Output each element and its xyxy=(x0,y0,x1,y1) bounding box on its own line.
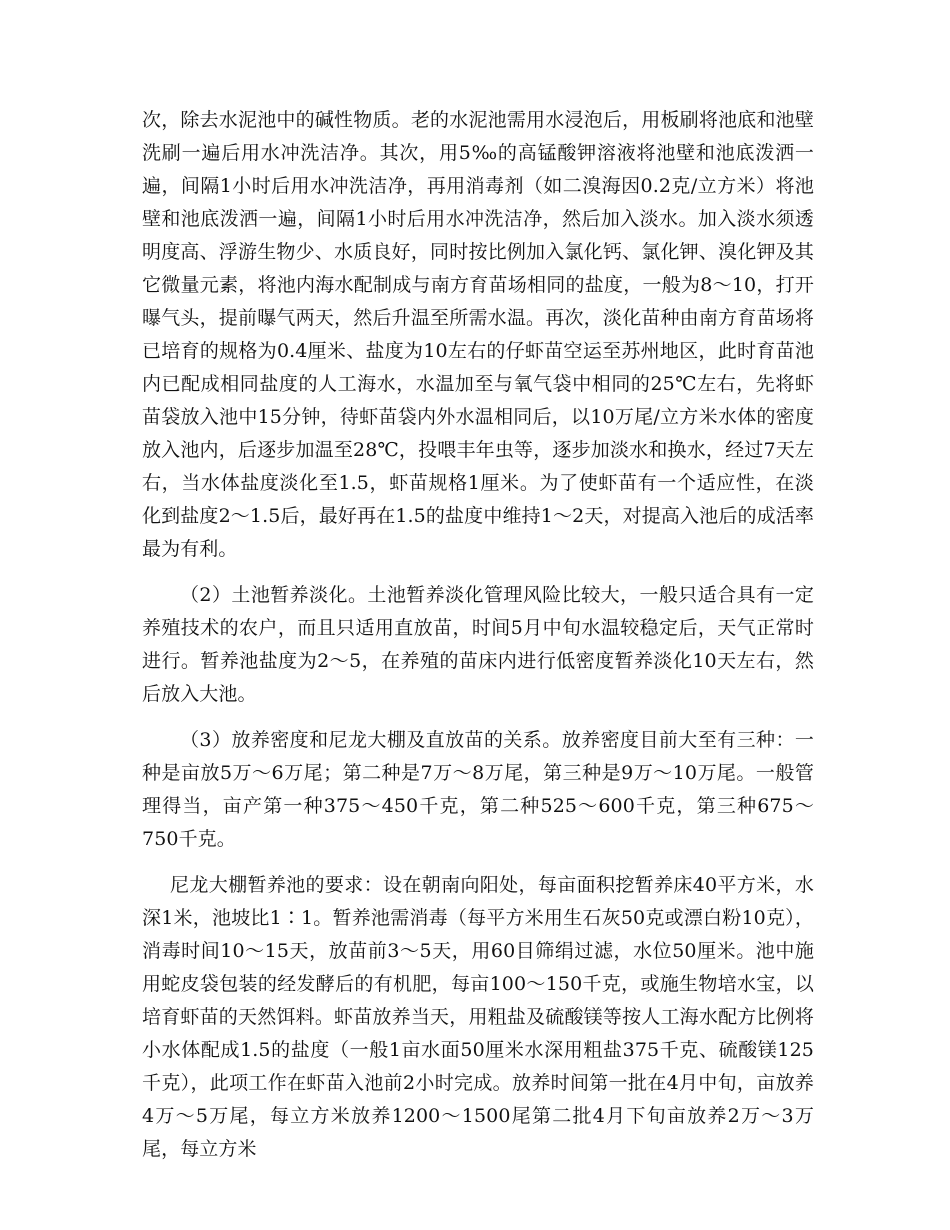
paragraph-nylon-greenhouse-pond: 尼龙大棚暂养池的要求：设在朝南向阳处，每亩面积挖暂养床40平方米，水深1米，池坡比1∶1。暂养池需消毒（每平方米用生石灰50克或漂白粉10克），消毒时间10～15天，放苗前3～5天，用60目筛绢过滤，水位50厘米。池中施用蛇皮袋包装的经发酵后的有机肥，每亩100～150千克，或施生物培水宝，以培育虾苗的天然饵料。虾苗放养当天，用粗盐及硫酸镁等按人工海水配方比例将小水体配成1.5的盐度（一般1亩水面50厘米水深用粗盐375千克、硫酸镁125千克），此项工作在虾苗入池前2小时完成。放养时间第一批在4月中旬，亩放养4万～5万尾，每立方米放养1200～1500尾第二批4月下旬亩放养2万～3万尾，每立方米 xyxy=(142,874,814,1160)
paragraph-pond-preparation: 次，除去水泥池中的碱性物质。老的水泥池需用水浸泡后，用板刷将池底和池壁洗刷一遍后用水冲洗洁净。其次，用5‰的高锰酸钾溶液将池壁和池底泼洒一遍，间隔1小时后用水冲洗洁净，再用消毒剂（如二溴海因0.2克/立方米）将池壁和池底泼洒一遍，间隔1小时后用水冲洗洁净，然后加入淡水。加入淡水须透明度高、浮游生物少、水质良好，同时按比例加入氯化钙、氯化钾、溴化钾及其它微量元素，将池内海水配制成与南方育苗场相同的盐度，一般为8～10，打开曝气头，提前曝气两天，然后升温至所需水温。再次，淡化苗种由南方育苗场将已培育的规格为0.4厘米、盐度为10左右的仔虾苗空运至苏州地区，此时育苗池内已配成相同盐度的人工海水，水温加至与氧气袋中相同的25℃左右，先将虾苗袋放入池中15分钟，待虾苗袋内外水温相同后，以10万尾/立方米水体的密度放入池内，后逐步加温至28℃，投喂丰年虫等，逐步加淡水和换水，经过7天左右，当水体盐度淡化至1.5，虾苗规格1厘米。为了使虾苗有一个适应性，在淡化到盐度2～1.5后，最好再在1.5的盐度中维持1～2天，对提高入池后的成活率最为有利。 xyxy=(142,109,814,560)
paragraph-earth-pond-desalination: （2）土池暂养淡化。土池暂养淡化管理风险比较大，一般只适合具有一定养殖技术的农户，而且只适用直放苗，时间5月中旬水温较稳定后，天气正常时进行。暂养池盐度为2～5，在养殖的苗床内进行低密度暂养淡化10天左右，然后放入大池。 xyxy=(142,584,814,705)
document-page xyxy=(142,104,814,1166)
paragraph-stocking-density: （3）放养密度和尼龙大棚及直放苗的关系。放养密度目前大至有三种：一种是亩放5万～6万尾；第二种是7万～8万尾，第三种是9万～10万尾。一般管理得当，亩产第一种375～450千克，第二种525～600千克，第三种675～750千克。 xyxy=(142,729,814,850)
